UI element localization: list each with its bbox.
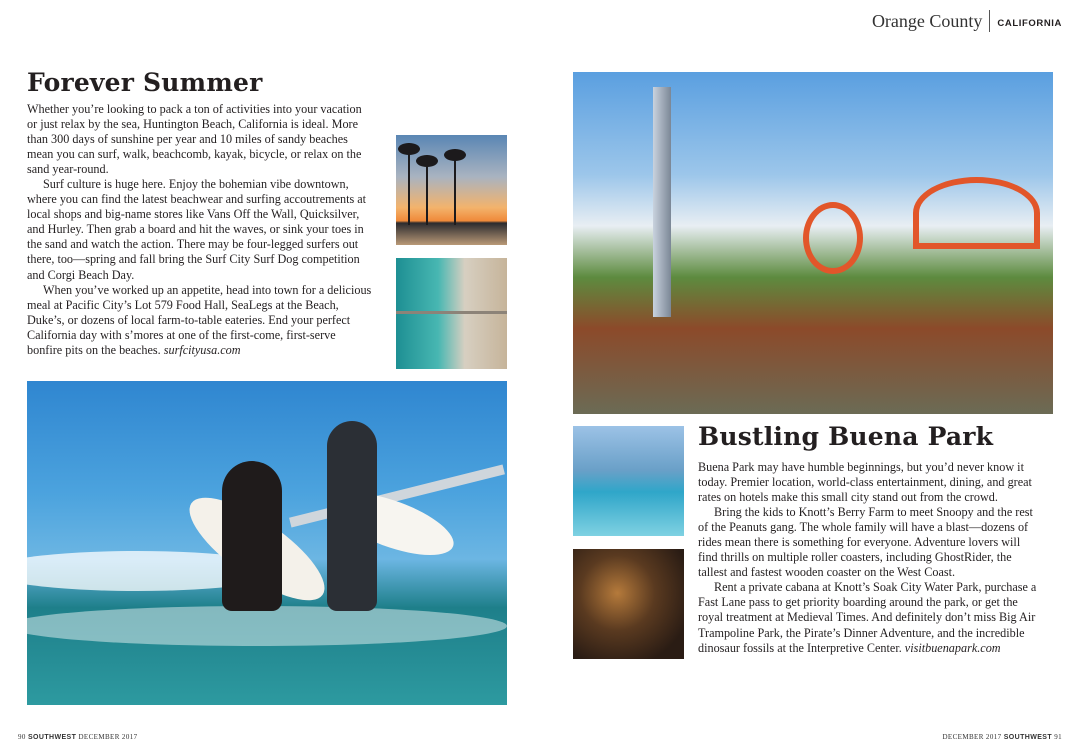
left-paragraph-2: Surf culture is huge here. Enjoy the bohemian vibe downtown, where you can find the latest beachwear and surfing accoutrements at local shops and big-name stores like Vans Off the Wall, Quicksilver, and Hurley. Then grab a board and hit the waves, or sink your toes in the sand and watch the action. There may be four-legged surfers out there, too—spring and fall bring the Surf City Surf Dog competition and Corgi Beach Day. — [27, 177, 367, 282]
left-folio — [18, 733, 138, 741]
left-paragraph-3 — [27, 283, 373, 358]
surfer-2 — [327, 421, 377, 611]
pier-line — [396, 311, 507, 314]
aerial-beach-photo — [396, 258, 507, 369]
left-headline: Forever Summer — [27, 68, 263, 97]
region-header — [872, 10, 1062, 32]
left-paragraph-3-text: When you’ve worked up an appetite, head into town for a delicious meal at Pacific City’s Lot 579 Food Hall, SeaLegs at the Beach, Duke’s, or dozens of local farm-to-table eateries. End your perfect California day with s’mores at one of the first-come, first-serve bonfire pits on the beaches. — [27, 282, 372, 357]
palm-trunk-1 — [408, 143, 410, 225]
water-park-photo — [573, 426, 684, 536]
right-url: visitbuenapark.com — [904, 640, 1001, 655]
right-folio — [942, 733, 1062, 741]
theme-park-photo — [573, 72, 1053, 414]
coaster-loop-1 — [803, 202, 863, 274]
dinner-adventure-photo — [573, 549, 684, 659]
right-article-body — [698, 460, 1040, 656]
right-page-number: 91 — [1054, 733, 1062, 741]
left-issue-date: DECEMBER 2017 — [78, 733, 138, 741]
county-label: Orange County — [871, 11, 983, 31]
left-page-number: 90 — [18, 733, 26, 741]
left-article-body — [27, 102, 373, 358]
right-issue-date: DECEMBER 2017 — [942, 733, 1002, 741]
wave-2 — [27, 606, 507, 646]
palm-fronds-3 — [444, 149, 466, 161]
surfers-photo — [27, 381, 507, 705]
left-paragraph-1: Whether you’re looking to pack a ton of activities into your vacation or just relax by the sea, Huntington Beach, California is ideal. More than 300 days of sunshine per year and 10 miles of sandy beaches mean you can surf, walk, beachcomb, kayak, bicycle, or relax on the sand year-round. — [27, 102, 362, 177]
right-magazine-name: SOUTHWEST — [1003, 734, 1053, 741]
sunset-palms-photo — [396, 135, 507, 245]
palm-fronds-2 — [416, 155, 438, 167]
coaster-loop-2 — [913, 177, 1040, 249]
right-paragraph-1: Buena Park may have humble beginnings, but you’d never know it today. Premier location, world-class entertainment, dining, and great rates on hotels make this small city stand out from the crowd. — [698, 460, 1032, 505]
header-divider — [989, 10, 990, 32]
surfer-1 — [222, 461, 282, 611]
left-magazine-name: SOUTHWEST — [27, 734, 77, 741]
palm-fronds-1 — [398, 143, 420, 155]
drop-tower — [653, 87, 671, 317]
right-paragraph-3-text: Rent a private cabana at Knott’s Soak City Water Park, purchase a Fast Lane pass to get priority boarding around the park, or get the royal treatment at Medieval Times. And definitely don’t miss Big Air Trampoline Park, the Pirate’s Dinner Adventure, and the incredible dinosaur fossils at the Interpretive Center. — [698, 580, 1037, 655]
state-label: CALIFORNIA — [997, 18, 1062, 29]
left-url: surfcityusa.com — [163, 342, 241, 357]
right-headline: Bustling Buena Park — [698, 422, 994, 451]
right-paragraph-2: Bring the kids to Knott’s Berry Farm to meet Snoopy and the rest of the Peanuts gang. The whole family will have a blast—dozens of rides mean there is something for everyone. Adventure lovers will find thrills on multiple roller coasters, including GhostRider, the tallest and fastest wooden coaster on the West Coast. — [698, 505, 1033, 580]
right-paragraph-3 — [698, 580, 1040, 655]
